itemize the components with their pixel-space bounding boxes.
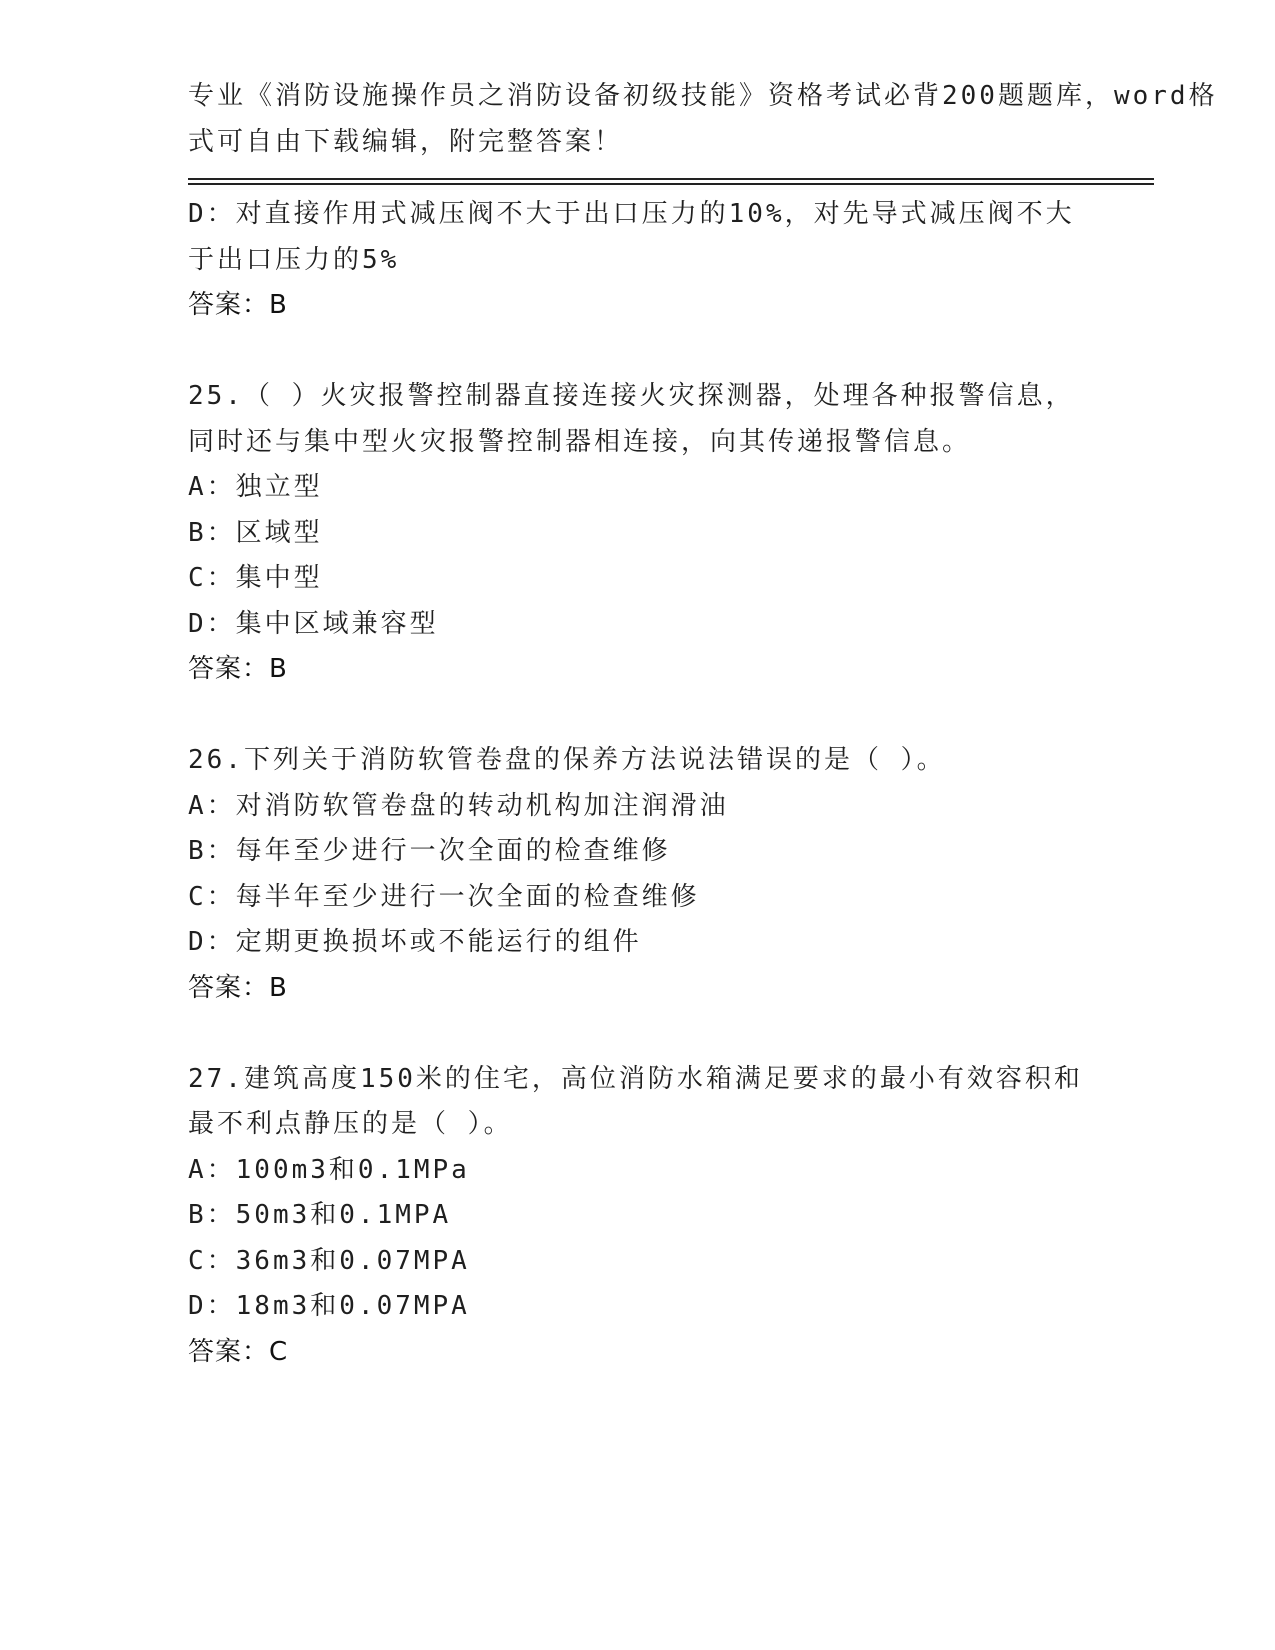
option-a: A：对消防软管卷盘的转动机构加注润滑油 bbox=[188, 790, 729, 821]
question-24-tail bbox=[188, 192, 1088, 329]
option-d: D：18m3和0.07MPA bbox=[188, 1291, 470, 1321]
option-b: B：每年至少进行一次全面的检查维修 bbox=[188, 836, 671, 866]
question-text-line-2: 最不利点静压的是（ ）。 bbox=[188, 1109, 513, 1139]
option-d: D：集中区域兼容型 bbox=[188, 608, 439, 639]
option-b: B：50m3和0.1MPA bbox=[188, 1200, 452, 1230]
answer: 答案：B bbox=[188, 972, 288, 1003]
header-line-2: 式可自由下载编辑，附完整答案！ bbox=[188, 126, 624, 157]
question-text-line-1: 26.下列关于消防软管卷盘的保养方法说法错误的是（ ）。 bbox=[188, 745, 946, 775]
answer: 答案：B bbox=[188, 290, 288, 320]
answer: 答案：C bbox=[188, 1336, 289, 1367]
question-text-line-2: 同时还与集中型火灾报警控制器相连接，向其传递报警信息。 bbox=[188, 426, 972, 457]
header-line-1: 专业《消防设施操作员之消防设备初级技能》资格考试必背200题题库，word格 bbox=[188, 81, 1218, 111]
option-c: C：集中型 bbox=[188, 563, 323, 593]
option-d-line-1: D：对直接作用式减压阀不大于出口压力的10%，对先导式减压阀不大 bbox=[188, 199, 1075, 229]
question-text-line-1: 27.建筑高度150米的住宅，高位消防水箱满足要求的最小有效容积和 bbox=[188, 1063, 1083, 1094]
header-divider-bottom bbox=[188, 183, 1154, 185]
spacer bbox=[188, 329, 1088, 375]
option-a: A：100m3和0.1MPa bbox=[188, 1154, 470, 1185]
question-text-line-1: 25.（ ）火灾报警控制器直接连接火灾探测器，处理各种报警信息， bbox=[188, 381, 1075, 411]
option-c: C：每半年至少进行一次全面的检查维修 bbox=[188, 881, 700, 912]
option-a: A：独立型 bbox=[188, 472, 323, 502]
answer: 答案：B bbox=[188, 654, 288, 684]
option-d-line-2: 于出口压力的5% bbox=[188, 244, 400, 275]
header-divider-top bbox=[188, 178, 1154, 180]
question-27 bbox=[188, 1057, 1088, 1376]
question-25 bbox=[188, 374, 1088, 693]
option-d: D：定期更换损坏或不能运行的组件 bbox=[188, 927, 642, 957]
question-26 bbox=[188, 738, 1088, 1011]
spacer bbox=[188, 1011, 1088, 1057]
option-b: B：区域型 bbox=[188, 517, 323, 548]
option-c: C：36m3和0.07MPA bbox=[188, 1245, 470, 1276]
question-content bbox=[188, 192, 1088, 1375]
document-header bbox=[188, 74, 1218, 165]
spacer bbox=[188, 693, 1088, 739]
